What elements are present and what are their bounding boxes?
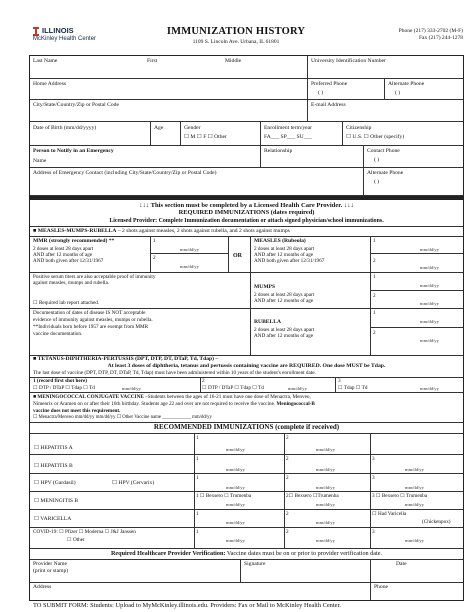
relationship-label: Relationship <box>264 148 293 154</box>
divider <box>250 272 463 273</box>
emergency-heading: Person to Notify in an Emergency <box>33 148 114 154</box>
mumps-dose2-date[interactable]: mm/dd/yy <box>420 301 439 306</box>
tdap-line2: The last dose of vaccine (DPT, DTP, DT, DTaP, Td, Tdap) must have been administered within 10 years of the student's enrollment date. <box>33 370 316 376</box>
relationship-field[interactable] <box>260 146 363 167</box>
measles-dose2-date[interactable]: mm/dd/yy <box>420 265 439 270</box>
covid-dose1-date[interactable]: mm/dd/yy <box>226 538 245 543</box>
hpv-dose3-num: 3 <box>372 475 375 481</box>
measles-dose2-num: 2 <box>373 258 376 264</box>
varicella-dose1-date[interactable]: mm/dd/yy <box>226 520 245 525</box>
divider <box>150 236 151 272</box>
divider <box>250 236 251 355</box>
citizenship-options[interactable]: ☐ U.S. ☐ Other (specify) <box>346 134 405 140</box>
rubella-line2: AND after 12 months of age <box>254 333 314 339</box>
divider <box>30 226 463 227</box>
divider <box>30 392 463 393</box>
varicella-dose2-date[interactable]: mm/dd/yy <box>316 520 335 525</box>
divider <box>370 327 463 328</box>
lab-report-checkbox[interactable]: ☐ Required lab report attached. <box>33 300 100 306</box>
divider <box>30 433 463 434</box>
hepb-dose2-num: 2 <box>286 456 289 462</box>
middle-name-label: Middle <box>225 58 242 64</box>
divider <box>370 253 463 254</box>
alternate-phone-label: Alternate Phone <box>388 81 425 87</box>
mening-l2b: Meningococcal-B <box>276 401 315 407</box>
citizenship-label: Citizenship <box>346 125 372 131</box>
provider-name-label: Provider Name <box>33 561 68 567</box>
mening-line2 <box>33 401 315 408</box>
emergency-name-label: Name <box>33 158 47 164</box>
dob-row <box>30 122 463 146</box>
tdap-shot1-date[interactable]: mm/dd/yy <box>122 386 141 391</box>
had-varicella-checkbox[interactable]: ☐ Had Varicella <box>372 511 407 517</box>
tdap-shot2-date[interactable]: mm/dd/yy <box>288 386 307 391</box>
mumps-line1: 2 doses at least 28 days apart <box>254 292 315 298</box>
tdap-shot1-label: 1 (record first shot here) <box>33 378 87 384</box>
divider <box>30 527 463 528</box>
mening-options[interactable]: ☐ Menactra/Menveo mm/dd/yy mm/dd/yy ☐ Other Vaccine name ____________ mm/dd/yy <box>33 415 212 420</box>
covid-dose3-date[interactable]: mm/dd/yy <box>405 538 424 543</box>
mmr-line2: AND after 12 months of age <box>33 252 93 258</box>
hepa-dose1-num: 1 <box>196 435 199 441</box>
mumps-dose1-date[interactable]: mm/dd/yy <box>420 283 439 288</box>
rubella-dose1-date[interactable]: mm/dd/yy <box>420 319 439 324</box>
varicella-checkbox[interactable]: ☐ VARICELLA <box>34 516 72 522</box>
covid-dose2-date[interactable]: mm/dd/yy <box>316 538 335 543</box>
hepb-dose1-date[interactable]: mm/dd/yy <box>226 467 245 472</box>
meningitis-b-checkbox[interactable]: ☐ MENINGITIS B <box>34 498 79 504</box>
mening-l1: –Students between the ages of 16-21 must have one dose of Menactra, Menveo, <box>143 394 311 400</box>
divider <box>30 454 463 455</box>
menb-dose1-date[interactable]: mm/dd/yy <box>226 502 245 507</box>
mening-line3: vaccine does not meet this requirement. <box>33 408 121 414</box>
covid-dose1-num: 1 <box>196 529 199 535</box>
doc-line4: vaccine documentation. <box>33 331 83 337</box>
measles-line1: 2 doses at least 28 days apart <box>254 246 315 252</box>
divider <box>335 377 336 392</box>
covid-other-checkbox[interactable]: ☐ Other <box>67 537 85 543</box>
city-row <box>30 100 463 122</box>
menb-dose2-date[interactable]: mm/dd/yy <box>316 502 335 507</box>
tdap-shot1-options[interactable]: ☐ DTP / DTaP ☐ Tdap ☐ Td <box>33 385 95 391</box>
form-header <box>33 26 463 50</box>
citizenship-field[interactable] <box>342 122 463 145</box>
submit-footer: TO SUBMIT FORM: Students: Upload to MyMcKinley.illinois.edu. Providers: Fax or Mail to McKinley Health Center. <box>33 602 341 609</box>
verification-line <box>30 551 463 558</box>
enrollment-field[interactable] <box>260 122 342 145</box>
provider-banner: ↓↓↓ This section must be completed by a Licensed Health Care Provider. ↓↓↓ <box>139 202 354 209</box>
city-label: City/State/Country/Zip or Postal Code <box>33 102 119 108</box>
measles-dose1-num: 1 <box>373 238 376 244</box>
mmr-heading-bold: ■ MEASLES-MUMPS-RUBELLA <box>33 228 117 234</box>
rubella-dose1-num: 1 <box>373 310 376 316</box>
covid-options[interactable]: COVID-19: ☐ Pfizer ☐ Moderna ☐ J&J Janssen <box>33 529 136 535</box>
age-label: Age <box>154 125 164 131</box>
measles-line2: AND after 12 months of age <box>254 252 314 258</box>
hepb-dose3-date[interactable]: mm/dd/yy <box>405 467 424 472</box>
hpv-dose2-num: 2 <box>286 475 289 481</box>
hpv-dose1-num: 1 <box>196 475 199 481</box>
form-address: 1109 S. Lincoln Ave. Urbana, IL 61801 <box>192 39 280 45</box>
menb-dose3-options[interactable]: 3 ☐ Bexsero ☐ Trumenba <box>372 493 428 499</box>
divider <box>370 290 463 291</box>
form-frame <box>29 55 464 601</box>
mening-line1 <box>33 394 311 401</box>
serum-line1: Positive serum titers are also acceptable proof of immunity <box>33 274 156 280</box>
hepb-dose3-num: 3 <box>372 456 375 462</box>
doc-line1: Documentation of dates of disease IS NOT acceptable <box>33 310 146 316</box>
email-label: E-mail Address <box>311 102 346 108</box>
menb-dose2-options[interactable]: 2☐ Bexsero ☐Trumenba <box>286 493 339 499</box>
tdap-shot3-num: 3 <box>338 378 341 384</box>
alternate-phone-field[interactable] <box>384 79 463 99</box>
divider <box>228 236 229 272</box>
gender-label: Gender <box>184 125 201 131</box>
mmr-dose2-date[interactable]: mm/dd/yy <box>180 264 199 269</box>
dob-label: Date of Birth (mm/dd/yyyy) <box>33 125 97 131</box>
or-label: OR <box>233 253 242 259</box>
divider <box>240 559 241 582</box>
mmr-heading <box>33 228 290 235</box>
provider-address-label[interactable]: Address <box>33 584 52 590</box>
gender-options[interactable]: ☐ M ☐ F ☐ Other <box>184 134 227 140</box>
menb-dose3-date[interactable]: mm/dd/yy <box>405 502 424 507</box>
contact-phone-field[interactable] <box>363 146 463 167</box>
mmr-title: MMR (strongly recommended) ** <box>33 238 115 244</box>
preferred-phone-parens: ( ) <box>318 90 324 96</box>
mening-l2: Nimenrix or Aramen on or after their 16th birthday. Students age 22 and over are not required to receive the vaccine. <box>33 401 276 407</box>
print-stamp-label: (print or stamp) <box>33 568 69 574</box>
rubella-line1: 2 doses at least 28 days apart <box>254 327 315 333</box>
measles-dose1-date[interactable]: mm/dd/yy <box>420 247 439 252</box>
recommended-title: RECOMMENDED IMMUNIZATIONS (complete if received) <box>153 423 340 431</box>
varicella-dose1-num: 1 <box>196 511 199 517</box>
provider-phone-label[interactable]: Phone <box>374 584 388 590</box>
header-fax: Fax (217) 244-1278 <box>419 35 463 41</box>
signature-label[interactable]: Signature <box>244 561 266 567</box>
divider <box>30 582 463 583</box>
contact-phone-parens: ( ) <box>374 157 380 163</box>
age-field[interactable] <box>150 122 180 145</box>
home-address-label: Home Address <box>33 81 67 87</box>
logo-name: ILLINOIS <box>42 26 74 35</box>
tdap-heading: ■ TETANUS-DIPHTHERIA-PERTUSSIS (DPT, DTP, DT, DTaP, Td, Tdap) – <box>33 356 219 362</box>
hpv-dose2-date[interactable]: mm/dd/yy <box>316 485 335 490</box>
enrollment-options[interactable]: FA___ SP___ SU___ <box>264 134 313 140</box>
alt-phone-field[interactable] <box>363 168 463 195</box>
mumps-dose2-num: 2 <box>373 293 376 299</box>
section-divider-bar <box>30 196 463 200</box>
mumps-dose1-num: 1 <box>373 274 376 280</box>
verification-title: Required Healthcare Provider Verification: <box>110 550 226 557</box>
preferred-phone-label: Preferred Phone <box>311 81 348 87</box>
hepb-dose1-num: 1 <box>196 456 199 462</box>
hepa-dose2-num: 2 <box>286 435 289 441</box>
alt-phone-label: Alternate Phone <box>367 170 404 176</box>
tdap-shot2-num: 2 <box>202 378 205 384</box>
tdap-shot2-options[interactable]: ☐ DTP / DTaP ☐ Tdap ☐ Td <box>202 385 264 391</box>
last-name-label: Last Name <box>33 58 58 64</box>
divider <box>150 253 228 254</box>
rubella-dose2-num: 2 <box>373 330 376 336</box>
divider <box>30 377 463 378</box>
covid-dose2-num: 2 <box>286 529 289 535</box>
rubella-title: RUBELLA <box>254 319 282 325</box>
home-address-row <box>30 79 463 100</box>
emergency-row <box>30 146 463 168</box>
hepa-checkbox[interactable]: ☐ HEPATITIS A <box>34 445 73 451</box>
mmr-line3: AND both given after 12/31/1967 <box>33 258 104 264</box>
divider <box>30 548 463 549</box>
mmr-dose2-num: 2 <box>153 255 156 261</box>
preferred-phone-field[interactable] <box>307 79 384 99</box>
form-title: IMMUNIZATION HISTORY <box>166 26 306 37</box>
mumps-line2: AND after 12 months of age <box>254 298 314 304</box>
chickenpox-label: (Chickenpox) <box>422 519 451 525</box>
name-row <box>30 56 463 79</box>
emergency-address-row <box>30 168 463 196</box>
mumps-title: MUMPS <box>254 284 276 290</box>
divider <box>30 308 250 309</box>
header-contact <box>399 28 463 42</box>
serum-line2: against measles, mumps and rubella. <box>33 280 110 286</box>
menb-dose1-options[interactable]: 1 ☐ Bexsero ☐ Trumenba <box>196 493 252 499</box>
hepa-dose1-date[interactable]: mm/dd/yy <box>226 447 245 452</box>
first-name-label: First <box>147 58 158 64</box>
divider <box>30 272 250 273</box>
uin-label: University Identification Number <box>311 58 386 64</box>
doc-line2: evidence of immunity against measles, mumps or rubella. <box>33 317 153 323</box>
hepb-checkbox[interactable]: ☐ HEPATITIS B <box>34 463 73 469</box>
mening-heading: ■ MENINGOCOCCAL CONJUGATE VACCINE <box>33 394 144 400</box>
email-field[interactable] <box>307 100 463 121</box>
logo-subtitle: McKinley Health Center <box>33 36 97 42</box>
tdap-shot3-date[interactable]: mm/dd/yy <box>420 386 439 391</box>
divider <box>30 473 463 474</box>
divider <box>30 236 463 237</box>
mmr-line1: 2 doses at least 28 days apart <box>33 246 94 252</box>
required-subtitle: Licensed Provider: Complete Immunization documentation or attach signed physician/school immunizations. <box>109 218 384 224</box>
verification-note: Vaccine dates must be on or prior to provider verification date. <box>225 550 383 557</box>
tdap-shot3-options[interactable]: ☐ Tdap ☐ Td <box>338 385 368 391</box>
required-title: REQUIRED IMMUNIZATIONS (dates required) <box>178 209 315 216</box>
emergency-address-label: Address of Emergency Contact (including City/State/Country/Zip or Postal Code) <box>33 170 217 176</box>
verify-date-label[interactable]: Date <box>396 561 407 567</box>
illinois-block-i-icon <box>33 27 39 36</box>
measles-title: MEASLES (Rubeola) <box>254 238 306 244</box>
hepb-dose2-date[interactable]: mm/dd/yy <box>316 467 335 472</box>
mmr-dose1-date[interactable]: mm/dd/yy <box>180 247 199 252</box>
enrollment-label: Enrollment term/year <box>264 125 312 131</box>
hpv-dose1-date[interactable]: mm/dd/yy <box>226 485 245 490</box>
doc-line3: **Individuals born before 1957 are exempt from MMR <box>33 324 149 330</box>
divider <box>30 559 463 560</box>
alt-phone-parens: ( ) <box>374 179 380 185</box>
divider <box>200 377 201 392</box>
hpv-cervarix-checkbox[interactable]: ☐ HPV (Cervarix) <box>112 480 155 486</box>
mmr-dose1-num: 1 <box>153 238 156 244</box>
varicella-dose2-num: 2 <box>286 511 289 517</box>
hpv-dose3-date[interactable]: mm/dd/yy <box>405 485 424 490</box>
contact-phone-label: Contact Phone <box>367 148 400 154</box>
divider <box>370 582 371 600</box>
divider <box>30 491 463 492</box>
divider <box>370 559 371 582</box>
measles-line3: AND both given after 12/31/1967 <box>254 258 325 264</box>
header-phone: Phone (217) 333-2702 (M-F) <box>398 28 463 34</box>
tdap-line1: At least 3 doses of diphtheria, tetanus and pertussis containing vaccine are REQUIRED. One dose MUST be Tdap. <box>107 363 386 369</box>
hpv-gardasil-checkbox[interactable]: ☐ HPV (Gardasil) <box>34 480 76 486</box>
hepa-dose2-date[interactable]: mm/dd/yy <box>316 447 335 452</box>
divider <box>30 509 463 510</box>
gender-field[interactable] <box>180 122 260 145</box>
alternate-phone-parens: ( ) <box>395 90 401 96</box>
divider <box>250 308 463 309</box>
rubella-dose2-date[interactable]: mm/dd/yy <box>420 338 439 343</box>
covid-dose3-num: 3 <box>372 529 375 535</box>
uin-field[interactable] <box>307 56 463 78</box>
mmr-heading-note: – 2 shots against measles, 2 shots against rubella, and 2 shots against mumps <box>116 228 290 234</box>
